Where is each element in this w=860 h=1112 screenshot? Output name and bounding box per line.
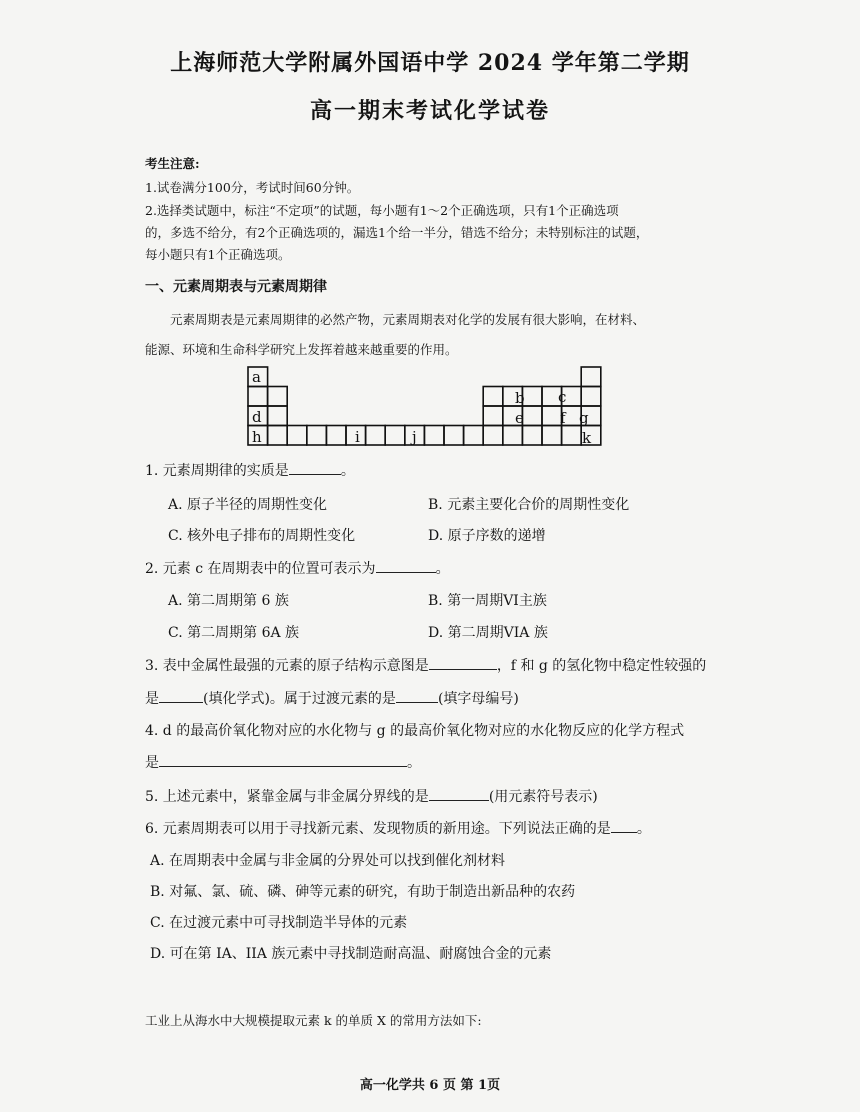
periodic-table-cell [268, 406, 288, 426]
periodic-table-cell [248, 387, 268, 407]
periodic-table-cell [542, 426, 562, 446]
element-g-label: g [579, 409, 589, 427]
q1-option-d: D. 原子序数的递增 [428, 528, 546, 544]
periodic-table-cell [268, 426, 288, 446]
periodic-table-cell [385, 426, 405, 446]
periodic-table-cell [562, 426, 582, 446]
periodic-table-cell [483, 406, 503, 426]
q1-option-c: C. 核外电子排布的周期性变化 [168, 528, 356, 544]
periodic-table-cell [287, 426, 307, 446]
q2-option-b: B. 第一周期VI主族 [428, 593, 547, 609]
periodic-table-cell [326, 426, 346, 446]
periodic-table-cell [268, 387, 288, 407]
periodic-table-cell [522, 426, 542, 446]
q2-option-c: C. 第二周期第 6A 族 [168, 625, 300, 641]
exam-title: 上海师范大学附属外国语中学 2024 学年第二学期 [170, 50, 690, 76]
periodic-table-cell [424, 426, 444, 446]
q6-option-c: C. 在过渡元素中可寻找制造半导体的元素 [150, 915, 408, 931]
element-e-label: e [515, 409, 524, 427]
section-intro-line-1: 元素周期表是元素周期律的必然产物，元素周期表对化学的发展有很大影响，在材料、 [170, 312, 646, 327]
q1-option-a: A. 原子半径的周期性变化 [168, 497, 328, 513]
periodic-table-cell [581, 387, 601, 407]
answer-blank-4[interactable] [159, 752, 407, 767]
element-i-label: i [355, 428, 360, 446]
question-5-part-2: (用元素符号表示) [488, 789, 598, 805]
periodic-table-cell [444, 426, 464, 446]
element-a-label: a [252, 368, 261, 386]
question-3-part-5: (填字母编号) [437, 691, 519, 707]
notice-item-1: 1.试卷满分100分，考试时间60分钟。 [145, 180, 360, 195]
periodic-table-cell [522, 387, 542, 407]
answer-blank-2[interactable] [376, 558, 436, 573]
question-1-end: 。 [340, 463, 355, 479]
answer-blank-3a[interactable] [429, 655, 497, 670]
question-1 [145, 460, 355, 480]
question-3-line-1 [145, 655, 706, 675]
question-6-end: 。 [636, 821, 651, 837]
q2-option-a: A. 第二周期第 6 族 [168, 593, 289, 609]
periodic-table-cell [483, 387, 503, 407]
question-5 [145, 786, 598, 806]
q1-option-b: B. 元素主要化合价的周期性变化 [428, 497, 630, 513]
q6-option-d: D. 可在第 IA、IIA 族元素中寻找制造耐高温、耐腐蚀合金的元素 [150, 946, 552, 962]
periodic-table-cell [483, 426, 503, 446]
question-3-part-3: 是 [145, 691, 159, 707]
element-b-label: b [515, 389, 525, 407]
periodic-table-cell [542, 406, 562, 426]
question-4-line-1: 4. d 的最高价氧化物对应的水化物与 g 的最高价氧化物对应的水化物反应的化学方程式 [145, 723, 685, 739]
element-j-label: j [412, 428, 417, 446]
exam-subtitle: 高一期末考试化学试卷 [309, 98, 550, 124]
question-6-stem: 6. 元素周期表可以用于寻找新元素、发现物质的新用途。下列说法正确的是 [145, 821, 611, 837]
notice-heading: 考生注意: [145, 156, 200, 171]
element-f-label: f [560, 409, 566, 427]
q6-option-b: B. 对氟、氯、硫、磷、砷等元素的研究，有助于制造出新品种的农药 [150, 884, 576, 900]
question-3-part-2: ，f 和 g 的氢化物中稳定性较强的 [496, 658, 707, 674]
periodic-table-cell [522, 406, 542, 426]
question-4-line-2 [145, 752, 421, 772]
answer-blank-3b[interactable] [159, 688, 203, 703]
question-2-end: 。 [435, 561, 450, 577]
question-6 [145, 818, 651, 838]
question-3-part-4: (填化学式)。属于过渡元素的是 [203, 691, 396, 707]
notice-item-2-line-2: 的，多选不给分，有2个正确选项的，漏选1个给一半分，错选不给分；未特别标注的试题， [145, 225, 649, 240]
answer-blank-1[interactable] [289, 460, 341, 475]
question-4-end: 。 [407, 755, 421, 771]
section-heading: 一、元素周期表与元素周期律 [145, 279, 327, 295]
answer-blank-6[interactable] [611, 818, 637, 833]
periodic-table-cell [464, 426, 484, 446]
question-2-stem: 2. 元素 c 在周期表中的位置可表示为 [145, 561, 376, 577]
periodic-table-cell [581, 367, 601, 387]
periodic-table-cell [307, 426, 327, 446]
page-footer: 高一化学共 6 页 第 1页 [359, 1078, 501, 1093]
periodic-table-cell [503, 426, 523, 446]
closing-text: 工业上从海水中大规模提取元素 k 的单质 X 的常用方法如下: [145, 1013, 482, 1028]
notice-item-2-line-3: 每小题只有1个正确选项。 [145, 247, 291, 262]
question-3-part-1: 3. 表中金属性最强的元素的原子结构示意图是 [145, 658, 429, 674]
question-2 [145, 558, 450, 578]
answer-blank-3c[interactable] [396, 688, 438, 703]
element-d-label: d [252, 408, 262, 426]
element-k-label: k [582, 429, 592, 447]
section-intro-line-2: 能源、环境和生命科学研究上发挥着越来越重要的作用。 [145, 342, 458, 357]
answer-blank-5[interactable] [429, 786, 489, 801]
q2-option-d: D. 第二周期VIA 族 [428, 625, 548, 641]
element-h-label: h [252, 428, 262, 446]
element-c-label: c [558, 388, 567, 406]
notice-item-2-line-1: 2.选择类试题中，标注“不定项”的试题，每小题有1～2个正确选项，只有1个正确选项 [145, 203, 619, 218]
periodic-table-cell [366, 426, 386, 446]
question-5-part-1: 5. 上述元素中，紧靠金属与非金属分界线的是 [145, 789, 429, 805]
question-4-part-2: 是 [145, 755, 159, 771]
q6-option-a: A. 在周期表中金属与非金属的分界处可以找到催化剂材料 [150, 853, 506, 869]
question-1-stem: 1. 元素周期律的实质是 [145, 463, 289, 479]
question-3-line-2 [145, 688, 519, 708]
